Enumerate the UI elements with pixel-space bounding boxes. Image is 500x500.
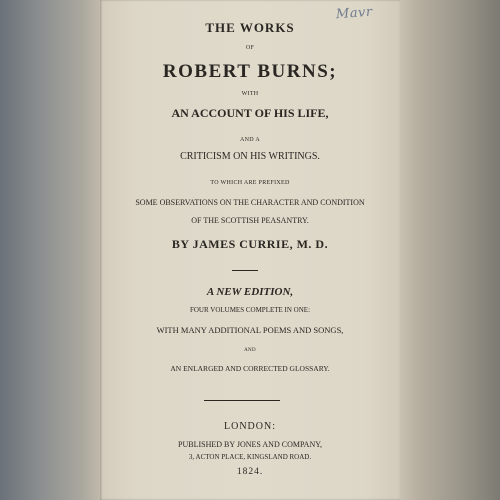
account-line: AN ACCOUNT OF HIS LIFE, — [171, 106, 329, 120]
observations-line-2: OF THE SCOTTISH PEASANTRY. — [191, 216, 309, 225]
author-name: ROBERT BURNS; — [162, 61, 338, 82]
handwritten-note: Mavr — [335, 4, 374, 23]
book-edge-left — [0, 0, 102, 500]
criticism-line: CRITICISM ON HIS WRITINGS. — [180, 151, 320, 162]
publisher-line: PUBLISHED BY JONES AND COMPANY, — [178, 440, 322, 449]
glossary-line: AN ENLARGED AND CORRECTED GLOSSARY. — [170, 364, 330, 373]
of-text: OF — [245, 45, 255, 51]
year-line: 1824. — [236, 467, 264, 477]
with-text: WITH — [241, 91, 259, 97]
observations-line-1: SOME OBSERVATIONS ON THE CHARACTER AND CONDITION — [135, 198, 365, 207]
additional-line: WITH MANY ADDITIONAL POEMS AND SONGS, — [156, 325, 344, 335]
book-edge-right — [398, 0, 500, 500]
short-rule — [232, 270, 258, 271]
long-rule — [204, 400, 280, 401]
prefixed-text: TO WHICH ARE PREFIXED — [210, 180, 290, 186]
edition-line: A NEW EDITION, — [206, 286, 294, 298]
and-a-text: AND A — [239, 137, 260, 143]
the-works-heading: THE WORKS — [205, 20, 295, 35]
editor-line: BY JAMES CURRIE, M. D. — [171, 237, 329, 251]
volumes-line: FOUR VOLUMES COMPLETE IN ONE: — [189, 306, 311, 314]
city-line: LONDON: — [224, 421, 276, 432]
and-text: AND — [244, 348, 256, 353]
address-line: 3, ACTON PLACE, KINGSLAND ROAD. — [188, 453, 312, 461]
title-page — [100, 0, 400, 500]
